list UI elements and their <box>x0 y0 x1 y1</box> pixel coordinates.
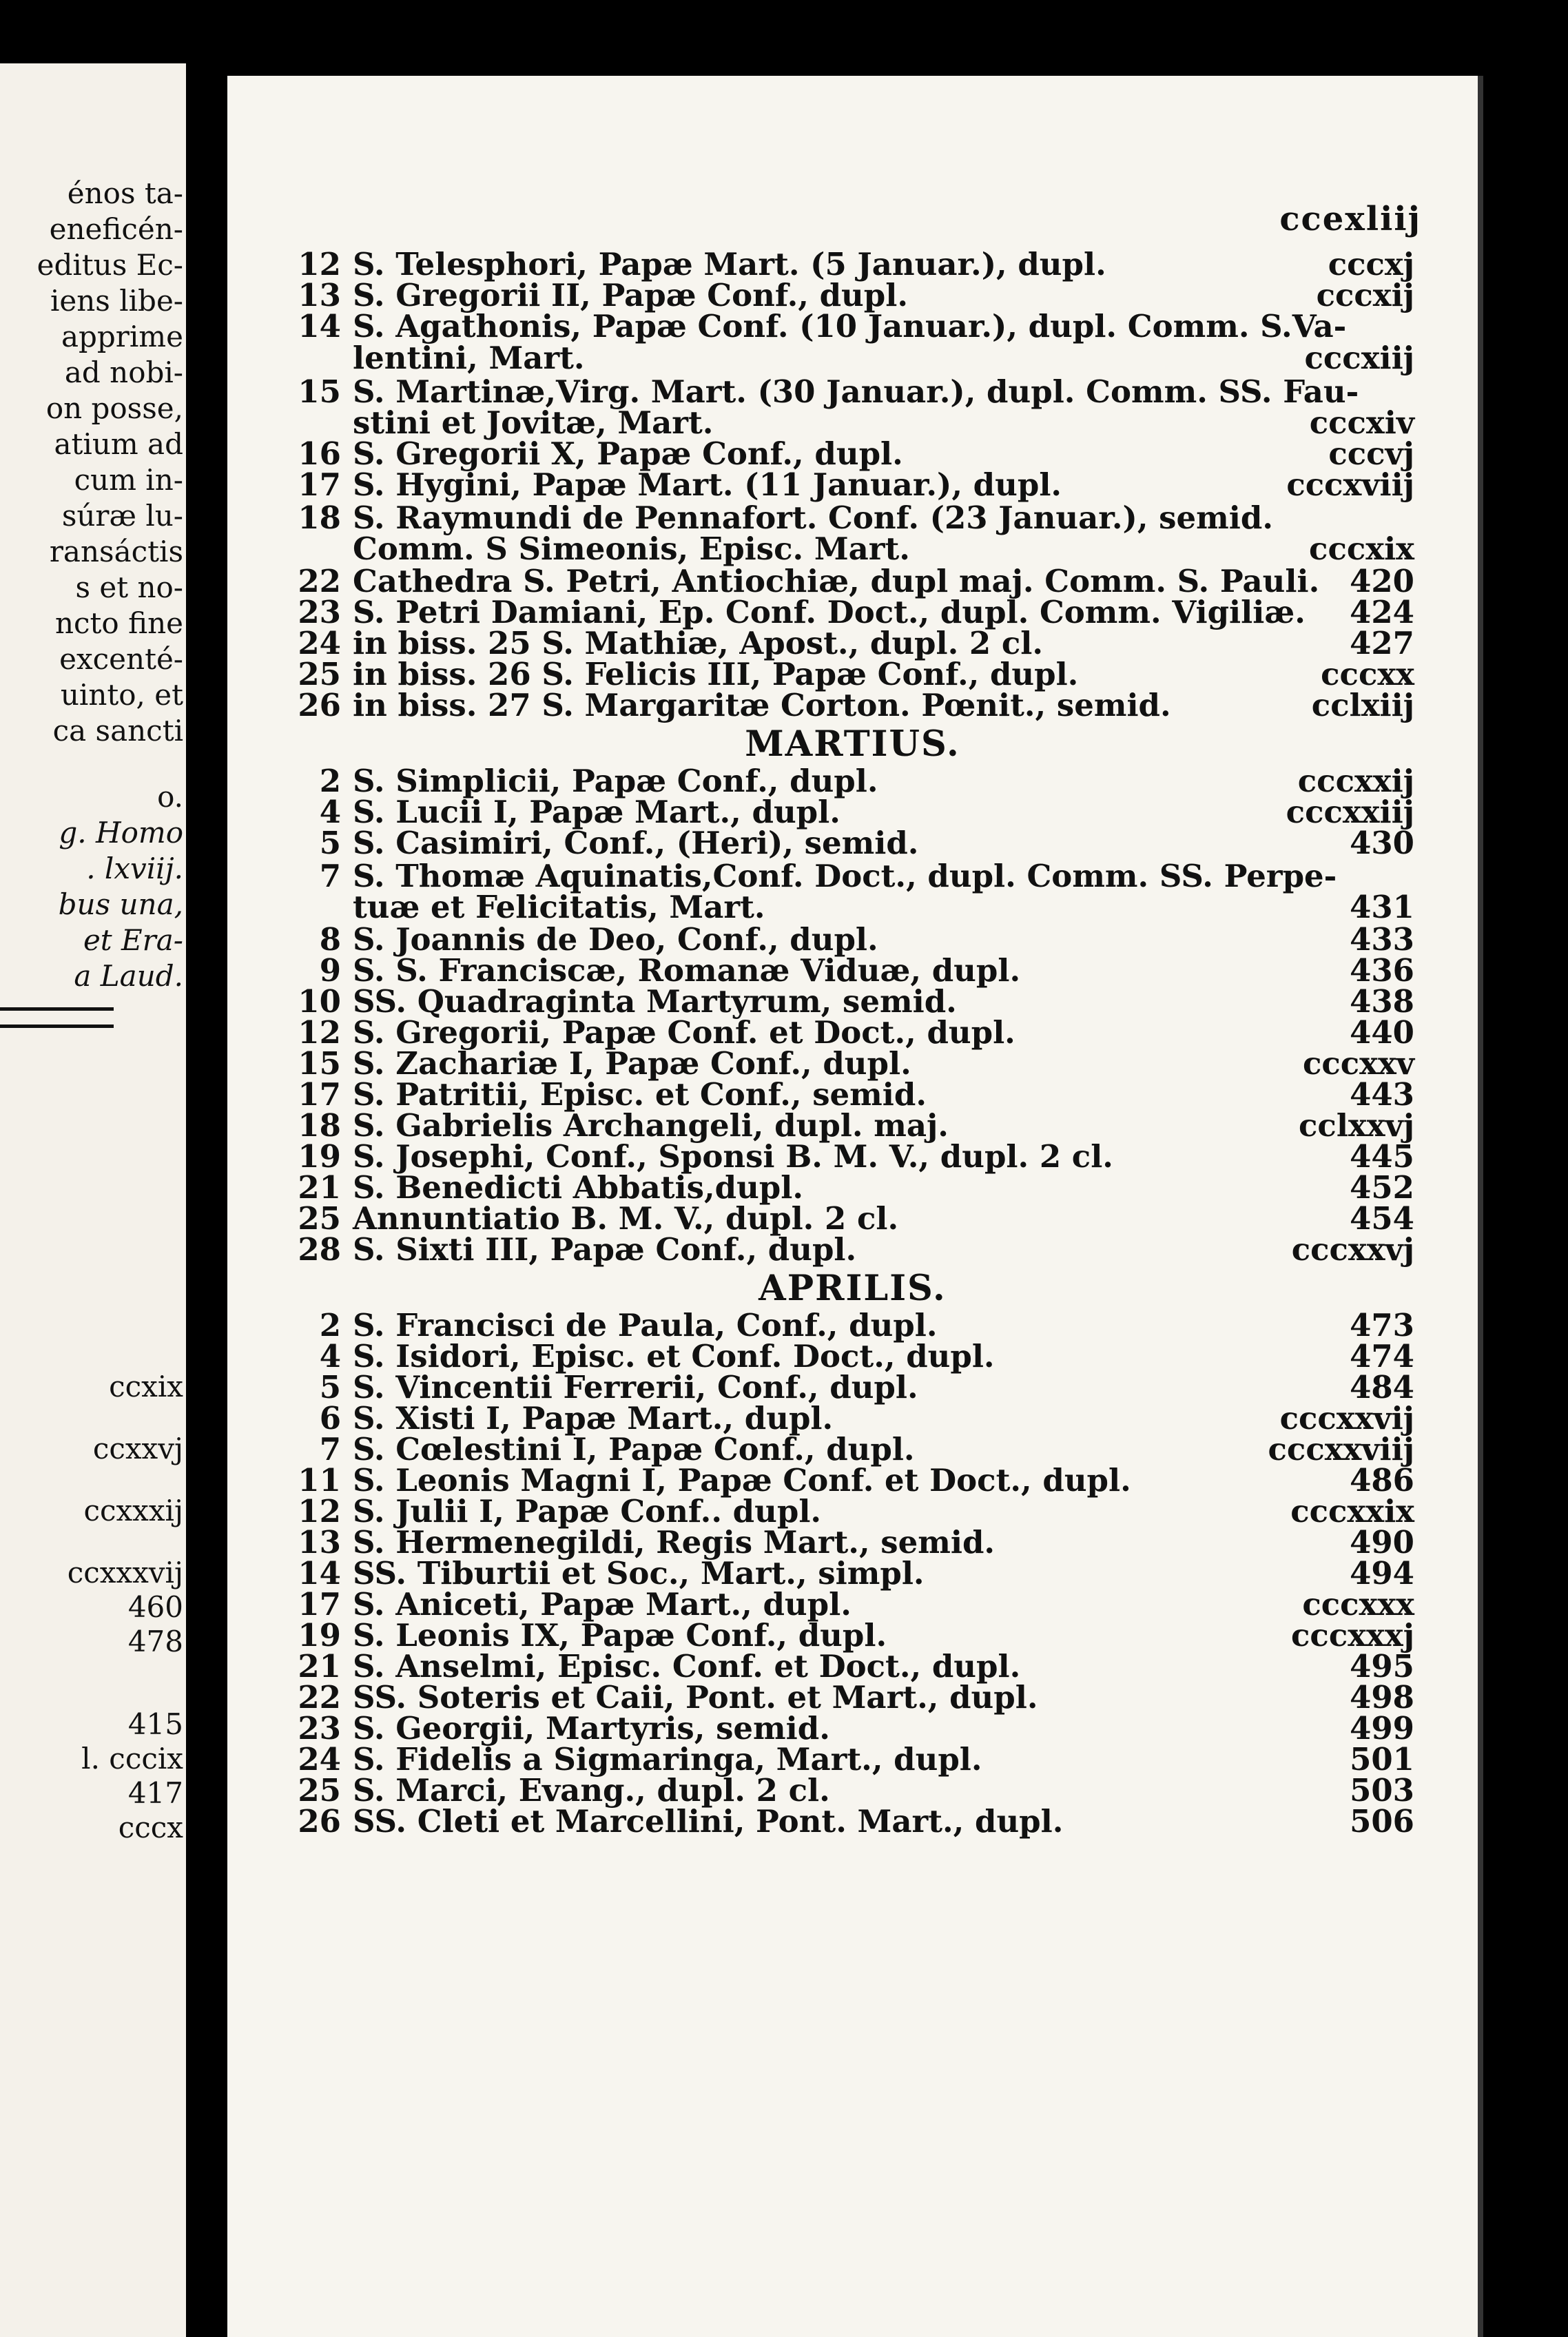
entry-text: SS. Soteris et Caii, Pont. et Mart., dupl. <box>353 1679 1038 1716</box>
entry-page-reference: cccxiij <box>1304 340 1414 376</box>
entry-page-reference: cccxxix <box>1290 1493 1414 1530</box>
entry-text: lentini, Mart. <box>353 340 585 376</box>
entry-date: 12 <box>298 1493 341 1530</box>
left-page-line: s et no- <box>75 570 183 604</box>
calendar-entry <box>227 1109 1478 1142</box>
entry-date: 11 <box>298 1462 341 1499</box>
entry-page-reference: cccxiv <box>1309 404 1414 441</box>
calendar-entry <box>227 1526 1478 1559</box>
calendar-entry <box>227 1171 1478 1204</box>
entry-text: S. Francisci de Paula, Conf., dupl. <box>353 1307 938 1343</box>
left-page-line: ccxxxvij <box>67 1556 183 1589</box>
entry-text: S. Anselmi, Episc. Conf. et Doct., dupl. <box>353 1648 1021 1685</box>
entry-text: S. Petri Damiani, Ep. Conf. Doct., dupl. Comm. Vigiliæ. <box>353 594 1306 630</box>
calendar-entry <box>227 765 1478 798</box>
entry-page-reference: 436 <box>1350 952 1414 989</box>
entry-page-reference: cccxxxj <box>1291 1617 1414 1654</box>
entry-page-reference: 503 <box>1350 1772 1414 1809</box>
left-page-line: editus Ec- <box>37 248 183 282</box>
entry-text: S. Isidori, Episc. et Conf. Doct., dupl. <box>353 1338 995 1375</box>
entry-date: 28 <box>298 1231 341 1268</box>
entry-text: S. Vincentii Ferrerii, Conf., dupl. <box>353 1369 918 1406</box>
calendar-entry <box>227 1743 1478 1776</box>
calendar-entry <box>227 1016 1478 1049</box>
entry-date: 19 <box>298 1138 341 1175</box>
entry-date: 12 <box>298 1014 341 1051</box>
calendar-entry <box>227 310 1478 343</box>
page-number: ccexliij <box>1279 200 1421 238</box>
calendar-entry <box>227 502 1478 535</box>
entry-page-reference: 445 <box>1350 1138 1414 1175</box>
calendar-entry <box>227 1464 1478 1497</box>
left-page-line: ransáctis <box>49 535 183 568</box>
entry-text: S. Casimiri, Conf., (Heri), semid. <box>353 825 919 861</box>
calendar-entry <box>227 437 1478 471</box>
entry-page-reference: cclxiij <box>1311 687 1414 723</box>
entry-page-reference: 427 <box>1350 625 1414 661</box>
calendar-entry <box>227 1495 1478 1528</box>
calendar-entry <box>227 627 1478 660</box>
entry-page-reference: 452 <box>1350 1169 1414 1206</box>
entry-text: S. Gregorii, Papæ Conf. et Doct., dupl. <box>353 1014 1015 1051</box>
entry-page-reference: 501 <box>1350 1741 1414 1778</box>
left-page-line: cum in- <box>74 463 183 497</box>
entry-page-reference: 498 <box>1350 1679 1414 1716</box>
entry-text: S. Marci, Evang., dupl. 2 cl. <box>353 1772 830 1809</box>
left-page-line: et Era- <box>83 923 183 957</box>
calendar-entry <box>227 1712 1478 1745</box>
left-page-line: bus una, <box>58 887 183 921</box>
entry-page-reference: 484 <box>1350 1369 1414 1406</box>
left-page-line: ccxxxij <box>83 1494 183 1527</box>
entry-page-reference: 440 <box>1350 1014 1414 1051</box>
entry-date: 16 <box>298 435 341 472</box>
entry-page-reference: cccxxvj <box>1291 1231 1414 1268</box>
entry-text: S. Benedicti Abbatis,dupl. <box>353 1169 804 1206</box>
left-page-line: cccx <box>118 1811 183 1844</box>
entry-date: 24 <box>298 625 341 661</box>
entry-text: S. Agathonis, Papæ Conf. (10 Januar.), dupl. Comm. S.Va- <box>353 308 1347 344</box>
entry-page-reference: 431 <box>1350 889 1414 925</box>
calendar-entry <box>227 406 1478 440</box>
entry-text: S. Lucii I, Papæ Mart., dupl. <box>353 794 840 830</box>
entry-text: S. Simplicii, Papæ Conf., dupl. <box>353 763 878 799</box>
entry-page-reference: 430 <box>1350 825 1414 861</box>
calendar-entry <box>227 1805 1478 1838</box>
entry-date: 9 <box>319 952 341 989</box>
entry-text: S. Joannis de Deo, Conf., dupl. <box>353 921 878 958</box>
entry-date: 13 <box>298 1524 341 1561</box>
calendar-entry <box>227 985 1478 1018</box>
entry-date: 22 <box>298 563 341 599</box>
calendar-entry <box>227 891 1478 924</box>
left-page-line: ncto fine <box>54 606 183 640</box>
calendar-entry <box>227 1140 1478 1173</box>
entry-text: S. S. Franciscæ, Romanæ Viduæ, dupl. <box>353 952 1021 989</box>
entry-text: S. Fidelis a Sigmaringa, Mart., dupl. <box>353 1741 982 1778</box>
calendar-entry <box>227 827 1478 860</box>
entry-page-reference: 454 <box>1350 1200 1414 1237</box>
entry-text: S. Gabrielis Archangeli, dupl. maj. <box>353 1107 949 1144</box>
calendar-entry <box>227 1078 1478 1111</box>
entry-date: 4 <box>319 1338 341 1375</box>
entry-date: 17 <box>298 1076 341 1113</box>
entry-date: 21 <box>298 1648 341 1685</box>
entry-page-reference: 443 <box>1350 1076 1414 1113</box>
left-page-line: atium ad <box>54 427 183 461</box>
left-page-line: . lxviij. <box>86 852 183 885</box>
entry-date: 15 <box>298 373 341 410</box>
entry-text: S. Leonis Magni I, Papæ Conf. et Doct., dupl. <box>353 1462 1131 1499</box>
entry-page-reference: cccxix <box>1309 531 1414 567</box>
entry-date: 19 <box>298 1617 341 1654</box>
section-heading-aprilis: APRILIS. <box>759 1268 947 1309</box>
entry-page-reference: 486 <box>1350 1462 1414 1499</box>
entry-text: S. Thomæ Aquinatis,Conf. Doct., dupl. Comm. SS. Perpe- <box>353 858 1337 894</box>
calendar-entry <box>227 1340 1478 1373</box>
entry-text: S. Patritii, Episc. et Conf., semid. <box>353 1076 927 1113</box>
entry-text: in biss. 26 S. Felicis III, Papæ Conf., dupl. <box>353 656 1079 692</box>
calendar-entry <box>227 596 1478 629</box>
entry-text: S. Julii I, Papæ Conf.. dupl. <box>353 1493 822 1530</box>
entry-page-reference: 506 <box>1350 1803 1414 1840</box>
left-page-line: ccxix <box>109 1370 183 1403</box>
entry-page-reference: cccxxij <box>1297 763 1414 799</box>
entry-text: S. Gregorii II, Papæ Conf., dupl. <box>353 277 908 313</box>
calendar-entry <box>227 923 1478 956</box>
entry-text: Comm. S Simeonis, Episc. Mart. <box>353 531 910 567</box>
entry-date: 25 <box>298 656 341 692</box>
calendar-entry <box>227 565 1478 598</box>
entry-text: S. Hygini, Papæ Mart. (11 Januar.), dupl. <box>353 466 1062 503</box>
entry-text: S. Leonis IX, Papæ Conf., dupl. <box>353 1617 887 1654</box>
entry-text: Cathedra S. Petri, Antiochiæ, dupl maj. Comm. S. Pauli. <box>353 563 1320 599</box>
entry-page-reference: 495 <box>1350 1648 1414 1685</box>
entry-text: S. Georgii, Martyris, semid. <box>353 1710 830 1747</box>
calendar-entry <box>227 1433 1478 1466</box>
entry-text: S. Telesphori, Papæ Mart. (5 Januar.), dupl. <box>353 246 1106 282</box>
left-page-line: o. <box>157 780 183 814</box>
calendar-entry <box>227 1309 1478 1342</box>
entry-text: S. Xisti I, Papæ Mart., dupl. <box>353 1400 834 1437</box>
entry-text: Annuntiatio B. M. V., dupl. 2 cl. <box>353 1200 899 1237</box>
entry-date: 26 <box>298 1803 341 1840</box>
entry-date: 6 <box>319 1400 341 1437</box>
left-page-line: súræ lu- <box>61 499 183 533</box>
calendar-entry <box>227 1774 1478 1807</box>
entry-text: S. Gregorii X, Papæ Conf., dupl. <box>353 435 903 472</box>
entry-text: S. Zachariæ I, Papæ Conf., dupl. <box>353 1045 911 1082</box>
calendar-entry <box>227 689 1478 722</box>
entry-page-reference: 433 <box>1350 921 1414 958</box>
entry-page-reference: 474 <box>1350 1338 1414 1375</box>
entry-page-reference: 494 <box>1350 1555 1414 1592</box>
entry-page-reference: cclxxvj <box>1299 1107 1414 1144</box>
left-page-line: énos ta- <box>67 176 183 210</box>
calendar-entry <box>227 342 1478 375</box>
left-page-line: 478 <box>127 1625 183 1658</box>
entry-date: 18 <box>298 1107 341 1144</box>
left-page-rule <box>0 1007 114 1011</box>
entry-text: S. Aniceti, Papæ Mart., dupl. <box>353 1586 852 1623</box>
entry-page-reference: 473 <box>1350 1307 1414 1343</box>
entry-page-reference: 438 <box>1350 983 1414 1020</box>
left-page-line: ad nobi- <box>64 356 183 389</box>
calendar-entry <box>227 954 1478 987</box>
entry-date: 17 <box>298 466 341 503</box>
entry-page-reference: cccxj <box>1328 246 1414 282</box>
left-page-line: a Laud. <box>74 959 183 993</box>
entry-page-reference: 490 <box>1350 1524 1414 1561</box>
entry-page-reference: 499 <box>1350 1710 1414 1747</box>
calendar-entry <box>227 466 1478 503</box>
entry-page-reference: cccxviij <box>1286 466 1414 503</box>
entry-page-reference: 420 <box>1350 563 1414 599</box>
calendar-entry <box>227 1557 1478 1590</box>
entry-date: 23 <box>298 594 341 630</box>
entry-date: 14 <box>298 1555 341 1592</box>
calendar-entry <box>227 533 1478 566</box>
entry-date: 25 <box>298 1772 341 1809</box>
entry-text: in biss. 25 S. Mathiæ, Apost., dupl. 2 cl. <box>353 625 1044 661</box>
entry-text: tuæ et Felicitatis, Mart. <box>353 889 765 925</box>
calendar-entry <box>227 1047 1478 1080</box>
entry-date: 17 <box>298 1586 341 1623</box>
entry-date: 8 <box>319 921 341 958</box>
left-page-line: 460 <box>127 1590 183 1624</box>
entry-text: stini et Jovitæ, Mart. <box>353 404 714 441</box>
entry-date: 4 <box>319 794 341 830</box>
entry-page-reference: cccvj <box>1328 435 1414 472</box>
calendar-entry <box>227 1233 1478 1266</box>
entry-date: 12 <box>298 246 341 282</box>
entry-text: SS. Quadraginta Martyrum, semid. <box>353 983 957 1020</box>
left-facing-page <box>0 63 186 2337</box>
entry-date: 25 <box>298 1200 341 1237</box>
entry-text: S. Raymundi de Pennafort. Conf. (23 Januar.), semid. <box>353 500 1273 536</box>
calendar-entry <box>227 1650 1478 1683</box>
left-page-line: ccxxvj <box>92 1432 183 1465</box>
left-page-line: 415 <box>127 1707 183 1741</box>
calendar-entry <box>227 796 1478 829</box>
entry-date: 22 <box>298 1679 341 1716</box>
entry-date: 7 <box>319 1431 341 1468</box>
calendar-entry <box>227 860 1478 893</box>
entry-page-reference: cccxxviij <box>1268 1431 1414 1468</box>
calendar-entry <box>227 1619 1478 1652</box>
left-page-rule <box>0 1025 114 1028</box>
entry-date: 15 <box>298 1045 341 1082</box>
main-page <box>227 76 1483 2337</box>
calendar-entry <box>227 1588 1478 1621</box>
entry-date: 21 <box>298 1169 341 1206</box>
entry-date: 7 <box>319 858 341 894</box>
left-page-line: l. cccix <box>81 1742 183 1775</box>
left-page-line: apprime <box>61 320 183 353</box>
calendar-entry <box>227 1402 1478 1435</box>
entry-date: 23 <box>298 1710 341 1747</box>
entry-page-reference: 424 <box>1350 594 1414 630</box>
calendar-entry <box>227 248 1478 281</box>
entry-page-reference: cccxxx <box>1302 1586 1414 1623</box>
entry-text: S. Cœlestini I, Papæ Conf., dupl. <box>353 1431 915 1468</box>
left-page-line: eneficén- <box>49 212 183 246</box>
left-page-line: g. Homo <box>59 816 183 850</box>
entry-text: S. Josephi, Conf., Sponsi B. M. V., dupl. 2 cl. <box>353 1138 1113 1175</box>
entry-text: S. Martinæ,Virg. Mart. (30 Januar.), dupl. Comm. SS. Fau- <box>353 373 1359 410</box>
calendar-entry <box>227 1681 1478 1714</box>
left-page-line: iens libe- <box>50 284 183 318</box>
entry-date: 18 <box>298 500 341 536</box>
entry-date: 5 <box>319 1369 341 1406</box>
entry-text: SS. Tiburtii et Soc., Mart., simpl. <box>353 1555 925 1592</box>
entry-text: S. Hermenegildi, Regis Mart., semid. <box>353 1524 996 1561</box>
calendar-entry <box>227 658 1478 691</box>
entry-date: 2 <box>319 1307 341 1343</box>
calendar-entry <box>227 1371 1478 1404</box>
entry-text: SS. Cleti et Marcellini, Pont. Mart., dupl. <box>353 1803 1064 1840</box>
entry-text: in biss. 27 S. Margaritæ Corton. Pœnit., semid. <box>353 687 1171 723</box>
section-heading-martius: MARTIUS. <box>745 723 960 765</box>
left-page-line: ca sancti <box>52 714 183 748</box>
left-page-line: on posse, <box>45 391 183 425</box>
entry-page-reference: cccxx <box>1321 656 1414 692</box>
entry-date: 5 <box>319 825 341 861</box>
entry-text: S. Sixti III, Papæ Conf., dupl. <box>353 1231 857 1268</box>
entry-date: 13 <box>298 277 341 313</box>
left-page-line: uinto, et <box>60 678 183 712</box>
calendar-entry <box>227 1202 1478 1235</box>
calendar-entry <box>227 375 1478 409</box>
left-page-line: 417 <box>127 1776 183 1810</box>
entry-page-reference: cccxij <box>1316 277 1414 313</box>
left-page-line: excenté- <box>59 642 183 676</box>
entry-page-reference: cccxxiij <box>1286 794 1414 830</box>
calendar-entry <box>227 279 1478 312</box>
entry-date: 10 <box>298 983 341 1020</box>
entry-page-reference: cccxxvij <box>1279 1400 1414 1437</box>
entry-date: 2 <box>319 763 341 799</box>
entry-page-reference: cccxxv <box>1302 1045 1414 1082</box>
entry-date: 26 <box>298 687 341 723</box>
entry-date: 24 <box>298 1741 341 1778</box>
entry-date: 14 <box>298 308 341 344</box>
